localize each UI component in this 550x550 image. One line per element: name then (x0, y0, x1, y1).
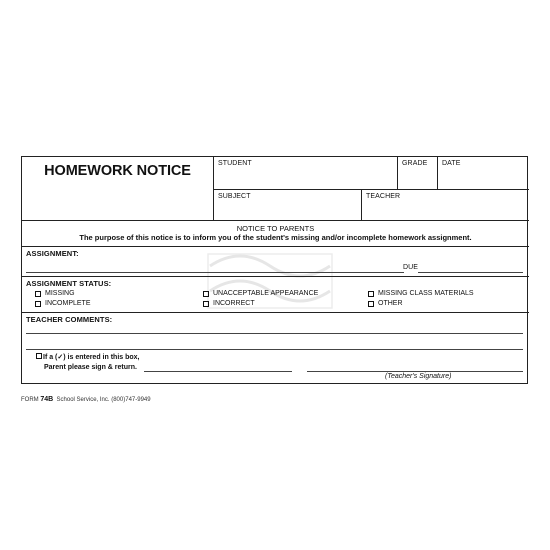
teacher-signature-caption: (Teacher's Signature) (385, 373, 452, 380)
publisher-info: School Service, Inc. (800)747-9949 (56, 397, 151, 403)
parent-instruction-1: If a (✓) is entered in this box, (43, 354, 140, 361)
form-prefix: FORM (21, 397, 39, 403)
option-incorrect: INCORRECT (213, 300, 255, 307)
subject-label: SUBJECT (218, 193, 251, 200)
subject-field[interactable] (218, 203, 356, 218)
form-number: 74B (40, 396, 54, 403)
parent-sign-checkbox[interactable] (36, 353, 42, 359)
checkbox-incorrect[interactable] (203, 301, 209, 307)
form-footer (21, 396, 151, 403)
parent-signature-line[interactable] (144, 371, 292, 372)
assignment-label: ASSIGNMENT: (26, 249, 79, 258)
option-missing: MISSING (45, 290, 75, 297)
comments-line-1[interactable] (26, 333, 523, 334)
teacher-signature-line[interactable] (307, 371, 523, 372)
due-line[interactable] (418, 272, 523, 273)
option-unacceptable-appearance: UNACCEPTABLE APPEARANCE (213, 290, 319, 297)
checkbox-missing-class-materials[interactable] (368, 291, 374, 297)
teacher-field[interactable] (366, 203, 524, 218)
student-label: STUDENT (218, 160, 252, 167)
checkbox-other[interactable] (368, 301, 374, 307)
homework-notice-form (21, 156, 528, 384)
notice-heading: NOTICE TO PARENTS (236, 224, 315, 233)
checkbox-missing[interactable] (35, 291, 41, 297)
date-label: DATE (442, 160, 461, 167)
comments-label: TEACHER COMMENTS: (26, 315, 113, 324)
checkbox-incomplete[interactable] (35, 301, 41, 307)
option-incomplete: INCOMPLETE (45, 300, 91, 307)
comments-line-2[interactable] (26, 349, 523, 350)
grade-label: GRADE (402, 160, 428, 167)
checkbox-unacceptable-appearance[interactable] (203, 291, 209, 297)
form-title: HOMEWORK NOTICE (44, 163, 191, 179)
date-field[interactable] (442, 170, 524, 187)
option-missing-class-materials: MISSING CLASS MATERIALS (378, 290, 474, 297)
due-label: DUE (403, 264, 419, 271)
option-other: OTHER (378, 300, 403, 307)
status-label: ASSIGNMENT STATUS: (26, 279, 112, 288)
notice-body: The purpose of this notice is to inform you of the student's missing and/or incomplete homework assignment. (79, 233, 472, 242)
student-field[interactable] (218, 170, 392, 187)
parent-instruction-2: Parent please sign & return. (44, 364, 137, 371)
assignment-line[interactable] (26, 272, 404, 273)
grade-field[interactable] (402, 170, 432, 187)
teacher-label: TEACHER (366, 193, 401, 200)
